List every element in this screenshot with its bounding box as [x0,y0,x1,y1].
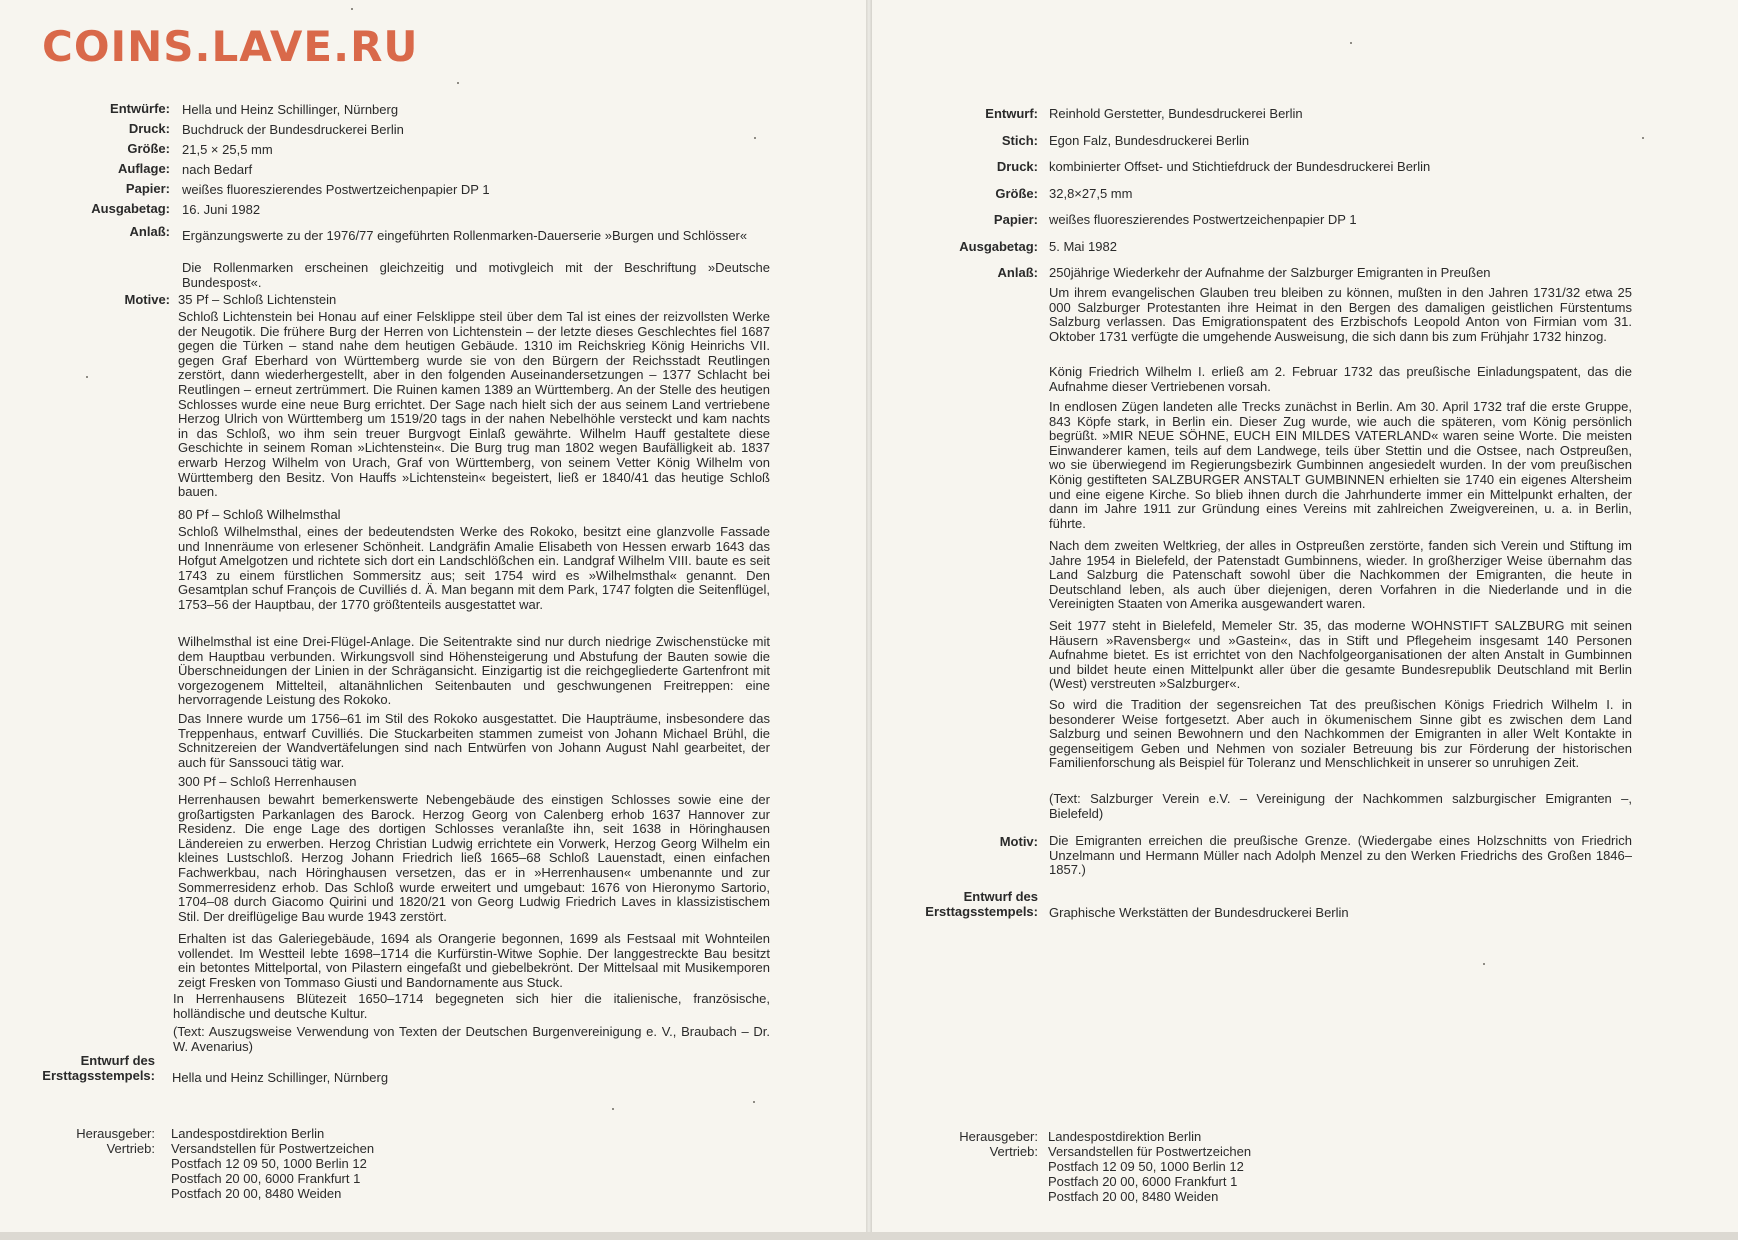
spec-label: Ausgabetag: [91,201,170,216]
address-line: Postfach 12 09 50, 1000 Berlin 12 [171,1156,367,1171]
paper-speck [1642,137,1644,139]
vertrieb-address [1048,1144,1251,1204]
herausgeber-line: Landespostdirektion Berlin [1048,1129,1202,1144]
watermark: COINS.LAVE.RU [42,22,419,71]
stempel-label: Entwurf des [80,1053,155,1068]
spec-value: Buchdruck der Bundesdruckerei Berlin [182,122,404,137]
spec-value: 16. Juni 1982 [182,202,261,217]
motiv-label: Motiv: [999,834,1038,849]
address-line: Postfach 20 00, 8480 Weiden [171,1186,342,1201]
vertrieb-label: Vertrieb: [989,1144,1038,1159]
herausgeber-value [1048,1129,1201,1144]
address-line: Postfach 20 00, 6000 Frankfurt 1 [171,1171,361,1186]
paper-speck [612,1108,614,1110]
spec-label: Druck: [996,159,1038,174]
paper-speck [86,376,88,378]
spec-value: 21,5 × 25,5 mm [182,142,273,157]
address-line: Postfach 20 00, 6000 Frankfurt 1 [1048,1174,1238,1189]
address-line: Postfach 20 00, 8480 Weiden [1048,1189,1219,1204]
stempel-label: Ersttagsstempels: [925,904,1038,919]
paper-speck [457,82,459,84]
motif-text: (Text: Auszugsweise Verwendung von Texten der Deutschen Burgenvereinigung e. V., Braubach – Dr. W. Avenarius) [173,1024,770,1054]
spec-label: Druck: [128,121,170,136]
motif-text: Das Innere wurde um 1756–61 im Stil des Rokoko ausgestattet. Die Haupträume, insbesondere das Treppenhaus, entwarf Cuvilliés. Die Stuckarbeiten stammen zumeist von Johann Michael Brühl, die Schnitzereien der Wandvertäfelungen sind nach Entwürfen von Johann August Nahl gearbeitet, der auch für Sanssouci tätig war. [178,711,770,770]
body-paragraph: So wird die Tradition der segensreichen Tat des preußischen Königs Friedrich Wilhelm I. in besonderer Weise fortgesetzt. Aber auch in ökumenischem Sinne gibt es zwischen dem Land Salzburg und seinen Bewohnern und den Nachkommen der Emigranten in aller Welt Kontakte in gegenseitigem Geben und Nehmen von sozialer Betreuung bis zur Förderung der historischen Familienforschung als Beispiel für Toleranz und Menschlichkeit in unserer so unruhigen Zeit. [1049,697,1632,771]
anlass-text: Ergänzungswerte zu der 1976/77 eingeführten Rollenmarken-Dauerserie »Burgen und Schlösser« [182,228,748,243]
motif-title: 80 Pf – Schloß Wilhelmsthal [178,507,341,522]
address-line: Postfach 12 09 50, 1000 Berlin 12 [1048,1159,1244,1174]
address-line: Versandstellen für Postwertzeichen [1048,1144,1252,1159]
anlass-label: Anlaß: [997,265,1038,280]
spec-label: Papier: [125,181,170,196]
left-page [0,0,866,1232]
spec-value: 5. Mai 1982 [1049,239,1117,254]
motif-title: 35 Pf – Schloß Lichtenstein [178,292,337,307]
spec-value: weißes fluoreszierendes Postwertzeichenpapier DP 1 [182,182,490,197]
spec-label: Größe: [995,186,1038,201]
spec-value: Reinhold Gerstetter, Bundesdruckerei Berlin [1049,106,1303,121]
spec-label: Papier: [993,212,1038,227]
paper-speck [754,137,756,139]
spec-label: Entwürfe: [110,101,170,116]
spec-label: Entwurf: [985,106,1038,121]
anlass-text: Die Rollenmarken erscheinen gleichzeitig und motivgleich mit der Beschriftung »Deutsche Bundespost«. [182,260,770,290]
paper-speck [351,8,353,10]
motif-text: Schloß Lichtenstein bei Honau auf einer Felsklippe steil über dem Tal ist eines der reizvollsten Werke der Neugotik. Die frühere Burg der Herren von Lichtenstein – der letzte dieses Geschlechtes fiel 1687 gegen die Türken – stand nahe dem heutigen Gebäude. 1310 im Reichskrieg König Heinrichs VII. gegen Graf Eberhard von Württemberg wurde sie von den Bürgern der Reichsstadt Reutlingen zerstört, dann wiederhergestellt, aber in den folgenden Auseinandersetzungen – 1377 Schlacht bei Reutlingen – erneut zertrümmert. Die Ruinen kamen 1389 an Württemberg. An der Stelle des heutigen Schlosses wurde eine neue Burg errichtet. Der Sage nach hielt sich der aus seinem Land vertriebene Herzog Ulrich von Württemberg um 1519/20 tags in der nahen Nebelhöhle versteckt und kam nachts in das Schloß, wo ihm sein treuer Burgvogt Einlaß gewährte. Wilhelm Hauff gestaltete diese Geschichte in seinem Roman »Lichtenstein«. Die Burg trug man 1802 wegen Baufälligkeit ab. 1837 erwarb Herzog Wilhelm von Urach, Graf von Württemberg, von seinem Vetter König Wilhelm von Württemberg den Besitz. Von Hauffs »Lichtenstein« begeistert, ließ er 1840/41 das heutige Schloß bauen. [178,309,770,500]
motive-label: Motive: [124,292,170,307]
body-paragraph: In endlosen Zügen landeten alle Trecks zunächst in Berlin. Am 30. April 1732 traf die erste Gruppe, 843 Köpfe stark, in Berlin ein. Dieser Zug wurde, wie auch die späteren, vom König persönlich begrüßt. »MIR NEUE SÖHNE, EUCH EIN MILDES VATERLAND« waren seine Worte. Die meisten Einwanderer kamen, teils auf dem Landwege, teils über Stettin und die Ostsee, nach Ostpreußen, wo sie überwiegend im Regierungsbezirk Gumbinnen angesiedelt wurden. In der vom preußischen König gestifteten SALZBURGER ANSTALT GUMBINNEN erhielten sie 1740 ein eigenes Altersheim und eine eigene Kirche. So blieb ihnen durch die Jahrhunderte immer ein Mittelpunkt erhalten, der dann im Jahre 1911 zur Gründung eines Vereins mit zahlreichen Zweigvereinen, u. a. in Berlin, führte. [1049,399,1632,531]
body-paragraph: (Text: Salzburger Verein e.V. – Vereinigung der Nachkommen salzburgischer Emigranten –, Bielefeld) [1049,791,1632,821]
spec-label: Auflage: [118,161,170,176]
motif-text: Erhalten ist das Galeriegebäude, 1694 als Orangerie begonnen, 1699 als Festsaal mit Wohnteilen vollendet. Im Westteil lebte 1698–1714 die Kurfürstin-Witwe Sophie. Der langgestreckte Bau besitzt ein betontes Mittelportal, von Pilastern eingefaßt und giebelbekrönt. Der Mittelsaal mit Musikemporen zeigt Fresken von Tommaso Giusti und Bandornamente aus Stuck. [178,931,770,990]
anlass-label: Anlaß: [129,224,170,239]
body-paragraph: Nach dem zweiten Weltkrieg, der alles in Ostpreußen zerstörte, fanden sich Verein und Stiftung im Jahre 1954 in Bielefeld, der Patenstadt Gumbinnens, wieder. In großherziger Weise übernahm das Land Salzburg die Patenschaft sowohl über die Nachkommen der Emigranten, die heute in Deutschland leben, als auch über diejenigen, deren Vorfahren in die Niederlande und in die Vereinigten Staaten von Amerika ausgewandert waren. [1049,538,1632,612]
herausgeber-value [171,1126,324,1141]
address-line: Versandstellen für Postwertzeichen [171,1141,375,1156]
page-bottom-edge [0,1232,1738,1240]
body-paragraph: König Friedrich Wilhelm I. erließ am 2. Februar 1732 das preußische Einladungspatent, das die Aufnahme dieser Vertriebenen vorsah. [1049,364,1632,394]
paper-speck [753,1101,755,1103]
motif-text: Herrenhausen bewahrt bemerkenswerte Nebengebäude des einstigen Schlosses sowie eine der großartigsten Parkanlagen des Barock. Herzog Georg von Calenberg erhob 1637 Hannover zur Residenz. Die enge Lage des dortigen Schlosses veranlaßte ihn, seit 1638 in Höringhausen Ländereien zu erwerben. Herzog Christian Ludwig errichtete ein Vorwerk, Herzog Georg Wilhelm ein kleines Lustschloß. Herzog Johann Friedrich ließ 1665–68 Schloß Lauenstadt, einen einfachen Fachwerkbau, nach Höringhausen versetzen, das er in »Herrenhausen« umbenannte und zur Sommerresidenz erhob. Das Schloß wurde erweitert und umgebaut: 1676 von Hieronymo Sartorio, 1704–08 durch Giacomo Quirini und 1820/21 von Georg Ludwig Friedrich Laves in klassizistischem Stil. Der dreiflügelige Bau wurde 1943 zerstört. [178,792,770,924]
spec-value: nach Bedarf [182,162,253,177]
right-page [872,0,1738,1232]
spec-value: kombinierter Offset- und Stichtiefdruck der Bundesdruckerei Berlin [1049,159,1431,174]
stempel-label: Entwurf des [963,889,1038,904]
stempel-label: Ersttagsstempels: [42,1068,155,1083]
herausgeber-line: Landespostdirektion Berlin [171,1126,325,1141]
paper-speck [1350,42,1352,44]
stempel-value: Hella und Heinz Schillinger, Nürnberg [172,1070,389,1085]
anlass-title: 250jährige Wiederkehr der Aufnahme der Salzburger Emigranten in Preußen [1049,265,1491,280]
vertrieb-label: Vertrieb: [106,1141,155,1156]
spec-value: Egon Falz, Bundesdruckerei Berlin [1049,133,1250,148]
motiv-text: Die Emigranten erreichen die preußische Grenze. (Wiedergabe eines Holzschnitts von Friedrich Unzelmann und Hermann Müller nach Adolph Menzel zu den Werken Friedrichs des Großen 1846–1857.) [1049,833,1632,878]
motif-text: In Herrenhausens Blütezeit 1650–1714 begegneten sich hier die italienische, französische, holländische und deutsche Kultur. [173,991,770,1021]
spec-label: Größe: [127,141,170,156]
body-paragraph: Um ihrem evangelischen Glauben treu bleiben zu können, mußten in den Jahren 1731/32 etwa 25 000 Salzburger Protestanten ihre Heimat in den Bergen des damaligen geistlichen Fürstentums Salzburg verlassen. Das Emigrationspatent des Erzbischofs Leopold Anton von Firmian vom 31. Oktober 1731 verfügte die umgehende Ausweisung, die sich dann bis zum Frühjahr 1732 hinzog. [1049,285,1632,344]
body-paragraph: Seit 1977 steht in Bielefeld, Memeler Str. 35, das moderne WOHNSTIFT SALZBURG mit seinen Häusern »Ravensberg« und »Gastein«, das in Stift und Pflegeheim insgesamt 140 Personen Aufnahme bietet. Es ist errichtet von den Nachfolgeorganisationen der alten Anstalt in Gumbinnen und bildet heute einen Mittelpunkt aller über die gesamte Bundesrepublik Deutschland mit Berlin (West) verstreuten »Salzburger«. [1049,618,1632,692]
herausgeber-label: Herausgeber: [76,1126,155,1141]
herausgeber-label: Herausgeber: [959,1129,1038,1144]
motif-title: 300 Pf – Schloß Herrenhausen [178,774,357,789]
spec-label: Stich: [1001,133,1038,148]
spec-value: Hella und Heinz Schillinger, Nürnberg [182,102,399,117]
stempel-value: Graphische Werkstätten der Bundesdruckerei Berlin [1049,905,1349,920]
vertrieb-address [171,1141,374,1201]
spec-label: Ausgabetag: [959,239,1038,254]
spec-value: 32,8×27,5 mm [1049,186,1133,201]
motif-text: Wilhelmsthal ist eine Drei-Flügel-Anlage. Die Seitentrakte sind nur durch niedrige Zwischenstücke mit dem Hauptbau verbunden. Wirkungsvoll sind Höhensteigerung und Abstufung der Bauten sowie die Überschneidungen der Linien in der Schrägansicht. Einzigartig ist die reichgegliederte Gartenfront mit vorgezogenem Mittelteil, altanähnlichen Seitenbauten und geschwungenen Freitreppen: eine hervorragende Leistung des Rokoko. [178,634,770,708]
motif-text: Schloß Wilhelmsthal, eines der bedeutendsten Werke des Rokoko, besitzt eine glanzvolle Fassade und Innenräume von erlesener Schönheit. Landgräfin Amalie Elisabeth von Hessen erwarb 1643 das Hofgut Amelgotzen und richtete sich dort ein Landschlößchen ein. Landgraf Wilhelm VIII. baute es seit 1743 zu einem fürstlichen Sommersitz aus; seit 1754 wird es »Wilhelmsthal« genannt. Den Gesamtplan schuf François de Cuvilliés d. Ä. Man begann mit dem Park, 1747 folgten die Seitenflügel, 1753–56 der Hauptbau, der 1770 größtenteils ausgestattet war. [178,524,770,612]
paper-speck [1483,963,1485,965]
spec-value: weißes fluoreszierendes Postwertzeichenpapier DP 1 [1049,212,1357,227]
